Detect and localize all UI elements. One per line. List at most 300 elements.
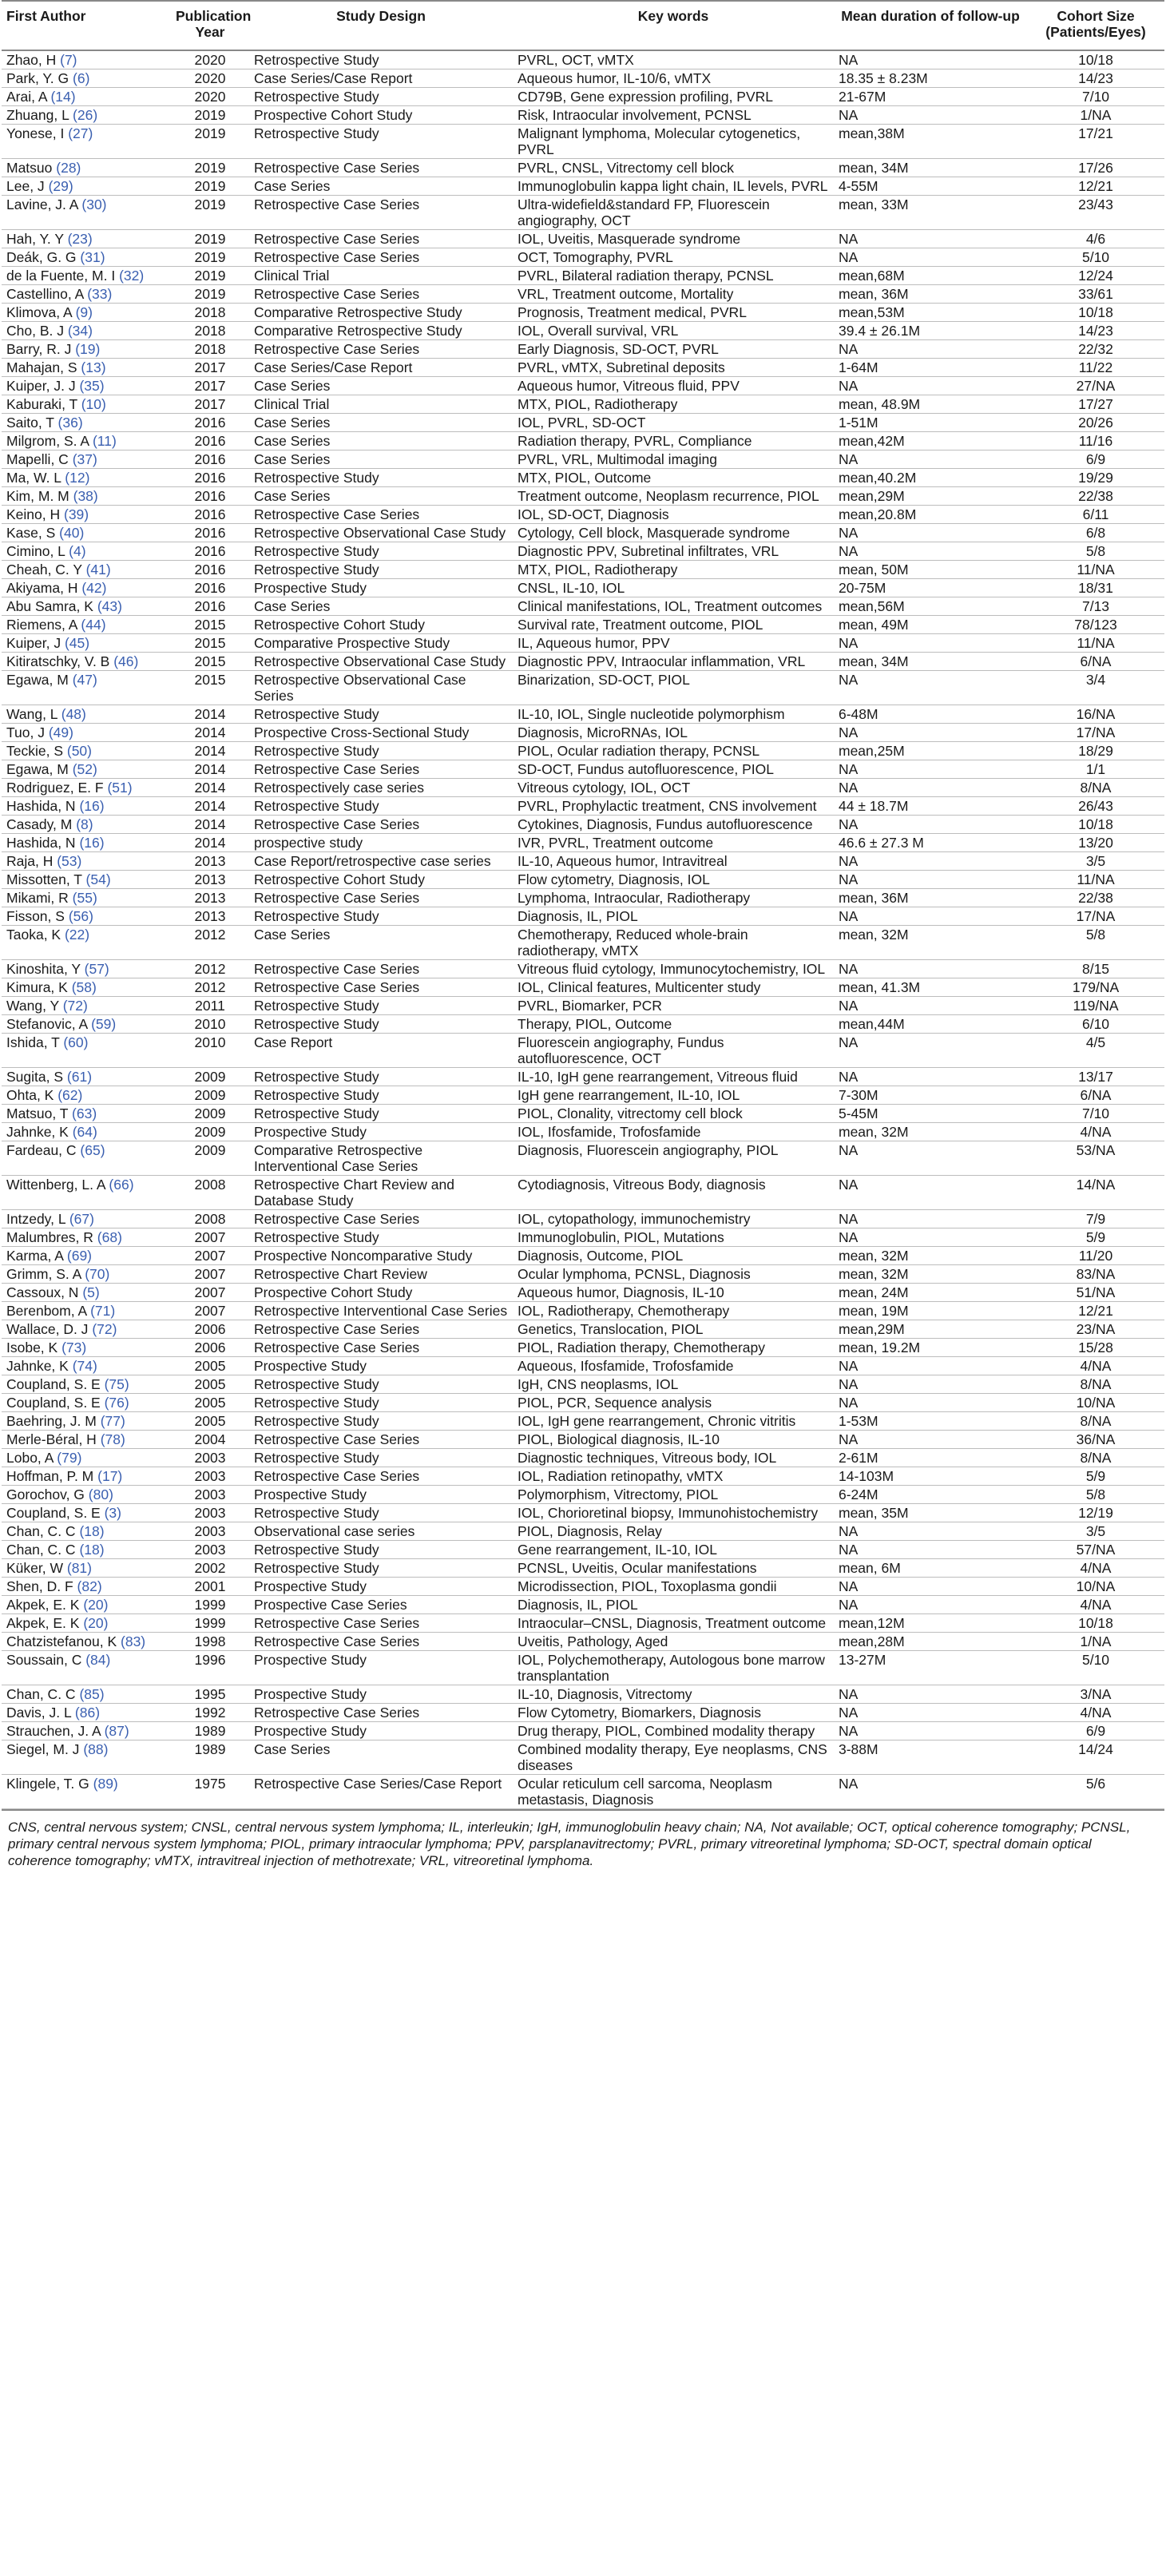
- table-row: [2, 1375, 1164, 1394]
- author-name: Keino, H: [6, 506, 61, 522]
- author-cell: [2, 177, 171, 196]
- author-name: Abu Samra, K: [6, 598, 93, 614]
- reference-link[interactable]: (68): [97, 1229, 122, 1245]
- keywords-cell: Cytology, Cell block, Masquerade syndrome: [513, 524, 834, 542]
- follow-up-cell: NA: [834, 852, 1027, 871]
- author-name: Matsuo: [6, 160, 53, 176]
- reference-link[interactable]: (59): [91, 1016, 117, 1032]
- keywords-cell: Aqueous humor, Diagnosis, IL-10: [513, 1284, 834, 1302]
- reference-link[interactable]: (56): [68, 908, 93, 924]
- follow-up-cell: NA: [834, 1431, 1027, 1449]
- author-name: Cimino, L: [6, 543, 65, 559]
- reference-link[interactable]: (54): [85, 871, 111, 887]
- reference-link[interactable]: (87): [104, 1723, 129, 1739]
- table-row: [2, 1086, 1164, 1105]
- author-cell: [2, 960, 171, 978]
- reference-link[interactable]: (23): [67, 231, 93, 247]
- reference-link[interactable]: (38): [73, 488, 98, 504]
- study-design-cell: Retrospective Chart Review and Database Study: [249, 1176, 513, 1210]
- reference-link[interactable]: (12): [65, 470, 90, 486]
- year-cell: 2007: [171, 1247, 249, 1265]
- reference-link[interactable]: (5): [82, 1284, 100, 1300]
- reference-link[interactable]: (40): [59, 525, 85, 541]
- study-design-cell: Retrospective Case Series: [249, 1614, 513, 1633]
- study-design-cell: Retrospective Case Series: [249, 196, 513, 230]
- reference-link[interactable]: (57): [84, 961, 109, 977]
- author-name: Milgrom, S. A: [6, 433, 89, 449]
- header-study-design: Study Design: [249, 1, 513, 50]
- keywords-cell: SD-OCT, Fundus autofluorescence, PIOL: [513, 760, 834, 779]
- keywords-cell: IL-10, Aqueous humor, Intravitreal: [513, 852, 834, 871]
- reference-link[interactable]: (4): [69, 543, 86, 559]
- author-cell: [2, 340, 171, 359]
- year-cell: 2005: [171, 1375, 249, 1394]
- reference-link[interactable]: (64): [72, 1124, 97, 1140]
- author-name: Wang, Y: [6, 998, 59, 1014]
- reference-link[interactable]: (80): [88, 1486, 113, 1502]
- reference-link[interactable]: (11): [92, 433, 117, 449]
- reference-link[interactable]: (49): [48, 724, 73, 740]
- reference-link[interactable]: (46): [113, 653, 139, 669]
- table-row: [2, 724, 1164, 742]
- cohort-size-cell: 1/NA: [1027, 1633, 1164, 1651]
- keywords-cell: Chemotherapy, Reduced whole-brain radiotherapy, vMTX: [513, 926, 834, 960]
- author-name: Cheah, C. Y: [6, 562, 82, 578]
- author-name: Rodriguez, E. F: [6, 780, 104, 796]
- cohort-size-cell: 10/18: [1027, 816, 1164, 834]
- table-header: [2, 1, 1164, 50]
- cohort-size-cell: 4/NA: [1027, 1596, 1164, 1614]
- keywords-cell: Ocular reticulum cell sarcoma, Neoplasm metastasis, Diagnosis: [513, 1775, 834, 1809]
- table-row: [2, 1357, 1164, 1375]
- reference-link[interactable]: (45): [64, 635, 90, 651]
- keywords-cell: Vitreous cytology, IOL, OCT: [513, 779, 834, 797]
- author-name: Casady, M: [6, 816, 73, 832]
- table-row: [2, 797, 1164, 816]
- author-cell: [2, 1722, 171, 1740]
- keywords-cell: Gene rearrangement, IL-10, IOL: [513, 1541, 834, 1559]
- study-design-cell: Retrospective Study: [249, 797, 513, 816]
- follow-up-cell: NA: [834, 634, 1027, 653]
- study-design-cell: Retrospective Study: [249, 1541, 513, 1559]
- study-design-cell: Retrospective Study: [249, 88, 513, 106]
- reference-link[interactable]: (72): [92, 1321, 117, 1337]
- reference-link[interactable]: (84): [85, 1652, 111, 1668]
- keywords-cell: PIOL, Biological diagnosis, IL-10: [513, 1431, 834, 1449]
- author-name: Shen, D. F: [6, 1578, 73, 1594]
- keywords-cell: Aqueous humor, Vitreous fluid, PPV: [513, 377, 834, 395]
- keywords-cell: IOL, Overall survival, VRL: [513, 322, 834, 340]
- reference-link[interactable]: (51): [107, 780, 133, 796]
- reference-link[interactable]: (16): [79, 835, 105, 851]
- author-cell: [2, 88, 171, 106]
- study-design-cell: Prospective Study: [249, 1722, 513, 1740]
- reference-link[interactable]: (74): [72, 1358, 97, 1374]
- follow-up-cell: NA: [834, 997, 1027, 1015]
- follow-up-cell: 1-64M: [834, 359, 1027, 377]
- reference-link[interactable]: (62): [58, 1087, 83, 1103]
- study-design-cell: Retrospective Study: [249, 1449, 513, 1467]
- table-row: [2, 616, 1164, 634]
- year-cell: 2014: [171, 724, 249, 742]
- reference-link[interactable]: (81): [66, 1560, 92, 1576]
- reference-link[interactable]: (71): [90, 1303, 116, 1319]
- reference-link[interactable]: (20): [83, 1615, 109, 1631]
- reference-link[interactable]: (52): [72, 761, 97, 777]
- author-cell: [2, 871, 171, 889]
- author-name: Mapelli, C: [6, 451, 69, 467]
- author-name: Lobo, A: [6, 1450, 54, 1466]
- reference-link[interactable]: (39): [64, 506, 89, 522]
- year-cell: 2019: [171, 159, 249, 177]
- reference-link[interactable]: (63): [72, 1105, 97, 1121]
- keywords-cell: PIOL, Diagnosis, Relay: [513, 1522, 834, 1541]
- keywords-cell: Prognosis, Treatment medical, PVRL: [513, 304, 834, 322]
- study-design-cell: Retrospective Case Series: [249, 889, 513, 907]
- author-name: Hah, Y. Y: [6, 231, 64, 247]
- keywords-cell: Ocular lymphoma, PCNSL, Diagnosis: [513, 1265, 834, 1284]
- year-cell: 2016: [171, 432, 249, 451]
- author-cell: [2, 852, 171, 871]
- study-design-cell: Retrospective Observational Case Series: [249, 671, 513, 705]
- reference-link[interactable]: (34): [67, 323, 93, 339]
- author-name: Akpek, E. K: [6, 1615, 80, 1631]
- table-row: [2, 1284, 1164, 1302]
- author-name: Raja, H: [6, 853, 54, 869]
- keywords-cell: MTX, PIOL, Outcome: [513, 469, 834, 487]
- follow-up-cell: mean,40.2M: [834, 469, 1027, 487]
- cohort-size-cell: 10/NA: [1027, 1394, 1164, 1412]
- author-cell: [2, 1228, 171, 1247]
- author-name: Arai, A: [6, 89, 47, 105]
- study-design-cell: Case Series: [249, 1740, 513, 1775]
- reference-link[interactable]: (65): [80, 1142, 105, 1158]
- author-cell: [2, 705, 171, 724]
- author-cell: [2, 1740, 171, 1775]
- follow-up-cell: NA: [834, 1394, 1027, 1412]
- table-row: [2, 50, 1164, 69]
- author-cell: [2, 1685, 171, 1704]
- follow-up-cell: NA: [834, 1722, 1027, 1740]
- reference-link[interactable]: (26): [73, 107, 98, 123]
- author-name: Sugita, S: [6, 1069, 64, 1085]
- year-cell: 2008: [171, 1210, 249, 1228]
- keywords-cell: PIOL, Clonality, vitrectomy cell block: [513, 1105, 834, 1123]
- reference-link[interactable]: (48): [61, 706, 86, 722]
- reference-link[interactable]: (18): [79, 1542, 105, 1558]
- reference-link[interactable]: (85): [79, 1686, 105, 1702]
- author-cell: [2, 742, 171, 760]
- author-cell: [2, 1431, 171, 1449]
- reference-link[interactable]: (44): [81, 617, 106, 633]
- author-cell: [2, 1633, 171, 1651]
- table-row: [2, 1486, 1164, 1504]
- reference-link[interactable]: (10): [81, 396, 106, 412]
- reference-link[interactable]: (89): [93, 1776, 118, 1792]
- reference-link[interactable]: (32): [119, 268, 145, 284]
- keywords-cell: Diagnosis, IL, PIOL: [513, 907, 834, 926]
- table-row: [2, 1685, 1164, 1704]
- header-key-words: Key words: [513, 1, 834, 50]
- year-cell: 2007: [171, 1265, 249, 1284]
- study-design-cell: Retrospective Case Series: [249, 1633, 513, 1651]
- study-design-cell: Prospective Cross-Sectional Study: [249, 724, 513, 742]
- year-cell: 2012: [171, 960, 249, 978]
- reference-link[interactable]: (72): [62, 998, 88, 1014]
- year-cell: 2003: [171, 1504, 249, 1522]
- cohort-size-cell: 83/NA: [1027, 1265, 1164, 1284]
- reference-link[interactable]: (9): [75, 304, 93, 320]
- cohort-size-cell: 14/24: [1027, 1740, 1164, 1775]
- follow-up-cell: NA: [834, 871, 1027, 889]
- reference-link[interactable]: (13): [81, 359, 106, 375]
- reference-link[interactable]: (17): [97, 1468, 123, 1484]
- reference-link[interactable]: (20): [83, 1597, 109, 1613]
- cohort-size-cell: 5/8: [1027, 542, 1164, 561]
- keywords-cell: IgH, CNS neoplasms, IOL: [513, 1375, 834, 1394]
- table-row: [2, 597, 1164, 616]
- year-cell: 2019: [171, 106, 249, 125]
- follow-up-cell: mean, 19M: [834, 1302, 1027, 1320]
- cohort-size-cell: 6/11: [1027, 506, 1164, 524]
- author-name: Coupland, S. E: [6, 1395, 101, 1411]
- keywords-cell: Immunoglobulin, PIOL, Mutations: [513, 1228, 834, 1247]
- table-row: [2, 1449, 1164, 1467]
- header-row: [2, 1, 1164, 50]
- reference-link[interactable]: (22): [64, 927, 90, 943]
- study-design-cell: Case Series: [249, 432, 513, 451]
- reference-link[interactable]: (83): [121, 1633, 146, 1649]
- cohort-size-cell: 5/10: [1027, 248, 1164, 267]
- author-cell: [2, 1034, 171, 1068]
- keywords-cell: IL-10, IgH gene rearrangement, Vitreous fluid: [513, 1068, 834, 1086]
- reference-link[interactable]: (75): [104, 1376, 129, 1392]
- follow-up-cell: mean, 34M: [834, 159, 1027, 177]
- author-name: Riemens, A: [6, 617, 77, 633]
- study-design-cell: Case Series: [249, 377, 513, 395]
- follow-up-cell: NA: [834, 724, 1027, 742]
- cohort-size-cell: 17/21: [1027, 125, 1164, 159]
- table-row: [2, 1265, 1164, 1284]
- reference-link[interactable]: (82): [77, 1578, 102, 1594]
- study-design-cell: Retrospective Case Series: [249, 1210, 513, 1228]
- keywords-cell: Microdissection, PIOL, Toxoplasma gondii: [513, 1578, 834, 1596]
- study-design-cell: Prospective Study: [249, 1123, 513, 1141]
- author-name: Davis, J. L: [6, 1705, 72, 1721]
- study-design-cell: Retrospective Study: [249, 1559, 513, 1578]
- reference-link[interactable]: (86): [74, 1705, 101, 1721]
- author-name: Coupland, S. E: [6, 1505, 101, 1521]
- cohort-size-cell: 53/NA: [1027, 1141, 1164, 1176]
- reference-link[interactable]: (7): [60, 52, 77, 68]
- year-cell: 2020: [171, 69, 249, 88]
- reference-link[interactable]: (78): [100, 1431, 125, 1447]
- study-design-cell: Retrospective Case Series: [249, 230, 513, 248]
- reference-link[interactable]: (33): [87, 286, 113, 302]
- cohort-size-cell: 11/20: [1027, 1247, 1164, 1265]
- reference-link[interactable]: (79): [57, 1450, 82, 1466]
- keywords-cell: MTX, PIOL, Radiotherapy: [513, 561, 834, 579]
- year-cell: 2016: [171, 579, 249, 597]
- reference-link[interactable]: (3): [104, 1505, 121, 1521]
- cohort-size-cell: 14/23: [1027, 69, 1164, 88]
- year-cell: 1999: [171, 1614, 249, 1633]
- keywords-cell: PVRL, CNSL, Vitrectomy cell block: [513, 159, 834, 177]
- reference-link[interactable]: (67): [69, 1211, 94, 1227]
- study-design-cell: Prospective Study: [249, 1486, 513, 1504]
- year-cell: 2013: [171, 852, 249, 871]
- study-design-cell: Retrospective Study: [249, 469, 513, 487]
- follow-up-cell: 7-30M: [834, 1086, 1027, 1105]
- reference-link[interactable]: (41): [85, 562, 111, 578]
- reference-link[interactable]: (14): [50, 89, 76, 105]
- reference-link[interactable]: (69): [66, 1248, 93, 1264]
- study-design-cell: Comparative Retrospective Interventional Case Series: [249, 1141, 513, 1176]
- year-cell: 2018: [171, 340, 249, 359]
- table-row: [2, 359, 1164, 377]
- cohort-size-cell: 3/4: [1027, 671, 1164, 705]
- cohort-size-cell: 26/43: [1027, 797, 1164, 816]
- author-name: Castellino, A: [6, 286, 84, 302]
- author-cell: [2, 1176, 171, 1210]
- reference-link[interactable]: (58): [71, 979, 97, 995]
- table-row: [2, 852, 1164, 871]
- table-row: [2, 653, 1164, 671]
- header-first-author: First Author: [2, 1, 171, 50]
- author-cell: [2, 653, 171, 671]
- table-row: [2, 1141, 1164, 1176]
- reference-link[interactable]: (47): [72, 672, 97, 688]
- table-row: [2, 542, 1164, 561]
- reference-link[interactable]: (61): [66, 1069, 93, 1085]
- reference-link[interactable]: (16): [79, 798, 105, 814]
- year-cell: 2019: [171, 177, 249, 196]
- year-cell: 2020: [171, 50, 249, 69]
- keywords-cell: IOL, SD-OCT, Diagnosis: [513, 506, 834, 524]
- reference-link[interactable]: (18): [79, 1523, 105, 1539]
- reference-link[interactable]: (31): [80, 249, 105, 265]
- follow-up-cell: NA: [834, 816, 1027, 834]
- study-design-cell: Retrospective Study: [249, 1105, 513, 1123]
- author-name: Merle-Béral, H: [6, 1431, 97, 1447]
- table-row: [2, 88, 1164, 106]
- keywords-cell: PVRL, vMTX, Subretinal deposits: [513, 359, 834, 377]
- table-row: [2, 1578, 1164, 1596]
- author-name: Kinoshita, Y: [6, 961, 81, 977]
- follow-up-cell: NA: [834, 907, 1027, 926]
- follow-up-cell: 39.4 ± 26.1M: [834, 322, 1027, 340]
- cohort-size-cell: 11/16: [1027, 432, 1164, 451]
- reference-link[interactable]: (77): [100, 1413, 125, 1429]
- author-cell: [2, 1596, 171, 1614]
- study-design-cell: Case Series: [249, 487, 513, 506]
- keywords-cell: Cytokines, Diagnosis, Fundus autofluorescence: [513, 816, 834, 834]
- cohort-size-cell: 18/29: [1027, 742, 1164, 760]
- cohort-size-cell: 36/NA: [1027, 1431, 1164, 1449]
- reference-link[interactable]: (30): [81, 196, 107, 212]
- author-name: Malumbres, R: [6, 1229, 93, 1245]
- year-cell: 2019: [171, 285, 249, 304]
- table-row: [2, 579, 1164, 597]
- table-row: [2, 1247, 1164, 1265]
- study-design-cell: Case Report/retrospective case series: [249, 852, 513, 871]
- cohort-size-cell: 4/NA: [1027, 1357, 1164, 1375]
- keywords-cell: Therapy, PIOL, Outcome: [513, 1015, 834, 1034]
- reference-link[interactable]: (19): [75, 341, 101, 357]
- year-cell: 1975: [171, 1775, 249, 1809]
- table-row: [2, 487, 1164, 506]
- reference-link[interactable]: (42): [81, 580, 107, 596]
- year-cell: 2009: [171, 1123, 249, 1141]
- cohort-size-cell: 5/8: [1027, 926, 1164, 960]
- reference-link[interactable]: (76): [104, 1395, 129, 1411]
- cohort-size-cell: 22/38: [1027, 889, 1164, 907]
- study-design-cell: Case Series/Case Report: [249, 359, 513, 377]
- author-cell: [2, 616, 171, 634]
- author-cell: [2, 579, 171, 597]
- reference-link[interactable]: (66): [109, 1177, 134, 1193]
- reference-link[interactable]: (37): [72, 451, 97, 467]
- reference-link[interactable]: (60): [63, 1034, 89, 1050]
- reference-link[interactable]: (55): [72, 890, 97, 906]
- follow-up-cell: NA: [834, 1522, 1027, 1541]
- table-row: [2, 177, 1164, 196]
- author-cell: [2, 816, 171, 834]
- reference-link[interactable]: (28): [56, 160, 81, 176]
- author-name: Kuiper, J: [6, 635, 61, 651]
- follow-up-cell: NA: [834, 1541, 1027, 1559]
- year-cell: 2008: [171, 1176, 249, 1210]
- keywords-cell: Flow cytometry, Diagnosis, IOL: [513, 871, 834, 889]
- reference-link[interactable]: (36): [58, 415, 83, 431]
- year-cell: 2013: [171, 889, 249, 907]
- cohort-size-cell: 5/8: [1027, 1486, 1164, 1504]
- follow-up-cell: mean, 41.3M: [834, 978, 1027, 997]
- reference-link[interactable]: (53): [57, 853, 82, 869]
- reference-link[interactable]: (29): [48, 178, 73, 194]
- author-name: Egawa, M: [6, 672, 69, 688]
- follow-up-cell: 4-55M: [834, 177, 1027, 196]
- follow-up-cell: 2-61M: [834, 1449, 1027, 1467]
- keywords-cell: PVRL, Prophylactic treatment, CNS involvement: [513, 797, 834, 816]
- follow-up-cell: mean, 33M: [834, 196, 1027, 230]
- cohort-size-cell: 14/23: [1027, 322, 1164, 340]
- cohort-size-cell: 3/5: [1027, 1522, 1164, 1541]
- reference-link[interactable]: (73): [61, 1340, 87, 1355]
- reference-link[interactable]: (6): [73, 70, 90, 86]
- reference-link[interactable]: (8): [76, 816, 93, 832]
- reference-link[interactable]: (88): [83, 1741, 109, 1757]
- reference-link[interactable]: (50): [66, 743, 92, 759]
- table-row: [2, 1559, 1164, 1578]
- follow-up-cell: 1-53M: [834, 1412, 1027, 1431]
- reference-link[interactable]: (35): [79, 378, 105, 394]
- year-cell: 2015: [171, 653, 249, 671]
- reference-link[interactable]: (27): [68, 125, 93, 141]
- reference-link[interactable]: (43): [97, 598, 122, 614]
- author-name: Zhao, H: [6, 52, 57, 68]
- author-cell: [2, 1247, 171, 1265]
- table-row: [2, 997, 1164, 1015]
- reference-link[interactable]: (70): [85, 1266, 110, 1282]
- study-design-cell: Prospective Case Series: [249, 1596, 513, 1614]
- year-cell: 2003: [171, 1449, 249, 1467]
- cohort-size-cell: 22/32: [1027, 340, 1164, 359]
- follow-up-cell: NA: [834, 50, 1027, 69]
- study-design-cell: Retrospective Cohort Study: [249, 616, 513, 634]
- study-design-cell: Retrospective Case Series: [249, 1431, 513, 1449]
- cohort-size-cell: 8/NA: [1027, 779, 1164, 797]
